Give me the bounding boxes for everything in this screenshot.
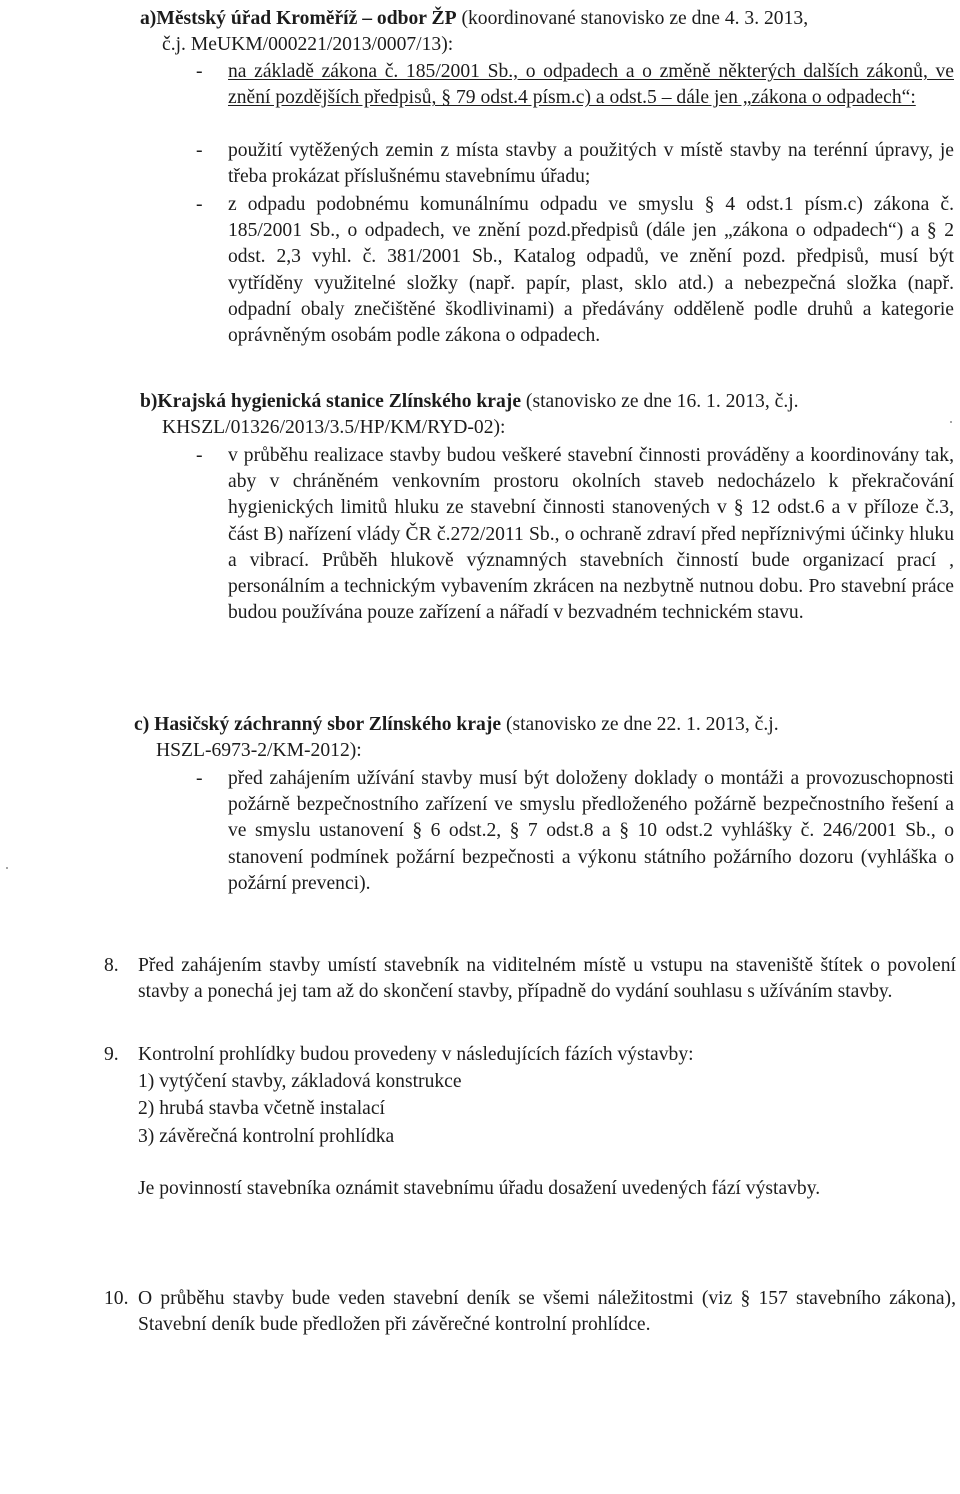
phase-item: 3) závěrečná kontrolní prohlídka	[138, 1125, 395, 1147]
phase-item: 2) hrubá stavba včetně instalací	[138, 1098, 385, 1120]
point-9	[104, 1042, 956, 1150]
section-c-item-1-text: před zahájením užívání stavby musí být doloženy doklady o montáži a provozuschopnosti požárně bezpečnostního zařízení ve smyslu předloženého požárně bezpečnostního řešení a ve smyslu ustanovení § 6 odst.2, § 7 odst.8 a § 10 odst.2 vyhlášky č. 246/2001 Sb., o stanovení podmínek požární bezpečnosti a výkonu státního požárního dozoru (vyhláška o požární prevenci).	[228, 768, 954, 894]
scan-speck	[950, 421, 952, 423]
section-a-item-3-text: z odpadu podobnému komunálnímu odpadu ve smyslu § 4 odst.1 písm.c) zákona č. 185/2001 Sb., o odpadech, ve znění pozd.předpisů (dále jen „zákona o odpadech“) a § 2 odst. 2,3 vyhl. č. 381/2001 Sb., Katalog odpadů, ve znění pozd. předpisů, musí být vytříděny využitelné složky (např. papír, plast, sklo atd.) a nebezpečná složka (např. odpadní obaly znečištěné škodlivinami) a předávány odděleně podle druhů a kategorie oprávněným osobám podle zákona o odpadech.	[228, 194, 954, 347]
section-a-heading	[140, 6, 960, 32]
point-10-number: 10.	[104, 1288, 129, 1309]
section-b	[140, 389, 960, 441]
section-a-item-2	[196, 138, 954, 190]
phase-item: 1) vytýčení stavby, základová konstrukce	[138, 1071, 462, 1093]
section-b-heading	[140, 389, 960, 415]
section-a-item-1	[196, 59, 954, 111]
section-b-authority: b)Krajská hygienická stanice Zlínského kraje	[140, 391, 522, 412]
point-10	[104, 1286, 956, 1338]
bullet-dash: -	[196, 445, 203, 466]
section-a-item-1-text: na základě zákona č. 185/2001 Sb., o odpadech a o změně některých dalších zákonů, ve znění pozdějších předpisů, § 79 odst.4 písm.c) a odst.5 – dále jen „zákona o odpadech“:	[228, 61, 954, 109]
scan-speck	[6, 867, 8, 869]
point-9-note	[138, 1176, 878, 1202]
bullet-dash: -	[196, 140, 203, 161]
section-a-reference: č.j. MeUKM/000221/2013/0007/13):	[162, 34, 454, 56]
point-8-text: Před zahájením stavby umístí stavebník na viditelném místě u vstupu na staveniště štítek o povolení stavby a ponechá jej tam až do skončení stavby, případně do vydání souhlasu s užíváním stavby.	[138, 955, 956, 1003]
point-8	[104, 953, 956, 1005]
section-b-date: (stanovisko ze dne 16. 1. 2013, č.j.	[521, 391, 799, 412]
bullet-dash: -	[196, 61, 203, 82]
point-10-text: O průběhu stavby bude veden stavební deník se všemi náležitostmi (viz § 157 stavebního zákona), Stavební deník bude předložen při závěrečné kontrolní prohlídce.	[138, 1288, 956, 1336]
point-9-number: 9.	[104, 1044, 119, 1065]
section-b-item-1	[196, 443, 954, 626]
bullet-dash: -	[196, 768, 203, 789]
section-a-date: (koordinované stanovisko ze dne 4. 3. 2013,	[456, 8, 809, 29]
section-c-item-1	[196, 766, 954, 897]
section-a-item-3	[196, 192, 954, 349]
section-b-reference: KHSZL/01326/2013/3.5/HP/KM/RYD-02):	[162, 417, 506, 439]
section-c-date: (stanovisko ze dne 22. 1. 2013, č.j.	[501, 714, 779, 735]
section-b-item-1-text: v průběhu realizace stavby budou veškeré stavební činnosti prováděny a koordinovány tak, aby v chráněném venkovním prostoru okolních staveb nedocházelo k překračování hygienických limitů hluku ze stavební činnosti stanovených v § 12 odst.6 a v příloze č.3, část B) nařízení vlády ČR č.272/2011 Sb., o ochraně zdraví před nepříznivými účinky hluku a vibrací. Průběh hlukově významných stavebních činností bude organizací prací , personálním a technickým vybavením zkrácen na nezbytně nutnou dobu. Pro stavební práce budou používána pouze zařízení a nářadí v bezvadném technickém stavu.	[228, 445, 954, 624]
section-c-reference: HSZL-6973-2/KM-2012):	[156, 740, 362, 762]
point-9-intro: Kontrolní prohlídky budou provedeny v následujících fázích výstavby:	[138, 1044, 694, 1065]
section-a-authority: a)Městský úřad Kroměříž – odbor ŽP	[140, 8, 457, 29]
point-9-note-text: Je povinností stavebníka oznámit stavebnímu úřadu dosažení uvedených fází výstavby.	[138, 1178, 821, 1199]
point-8-number: 8.	[104, 955, 119, 976]
bullet-dash: -	[196, 194, 203, 215]
section-c-heading	[134, 712, 960, 738]
section-c	[134, 712, 960, 764]
section-a-item-2-text: použití vytěžených zemin z místa stavby a použitých v místě stavby na terénní úpravy, je třeba prokázat příslušnému stavebnímu úřadu;	[228, 140, 954, 188]
section-a	[140, 6, 960, 58]
section-c-authority: c) Hasičský záchranný sbor Zlínského kraje	[134, 714, 502, 735]
